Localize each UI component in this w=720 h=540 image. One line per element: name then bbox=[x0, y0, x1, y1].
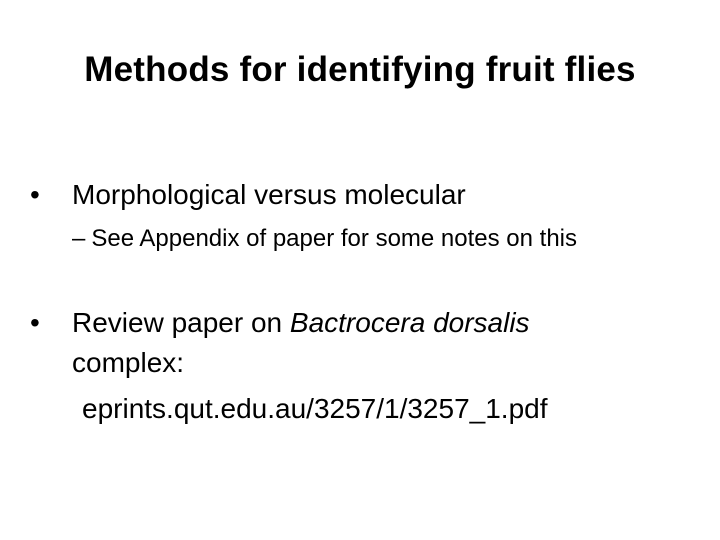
bullet-text-line-1 bbox=[72, 306, 530, 340]
species-name: Bactrocera dorsalis bbox=[289, 307, 530, 338]
bullet-marker: • bbox=[30, 179, 40, 210]
bullet-text-prefix: Review paper on bbox=[72, 307, 290, 338]
bullet-marker: • bbox=[30, 307, 40, 338]
bullet-text: Morphological versus molecular bbox=[72, 179, 466, 210]
slide-title: Methods for identifying fruit flies bbox=[84, 50, 636, 89]
sub-bullet-marker: – bbox=[72, 225, 86, 252]
sub-bullet-appendix-note bbox=[72, 224, 577, 254]
bullet-text-line-2: complex: bbox=[72, 347, 185, 378]
paper-url: eprints.qut.edu.au/3257/1/3257_1.pdf bbox=[82, 393, 548, 424]
sub-bullet-text: See Appendix of paper for some notes on this bbox=[91, 225, 578, 252]
